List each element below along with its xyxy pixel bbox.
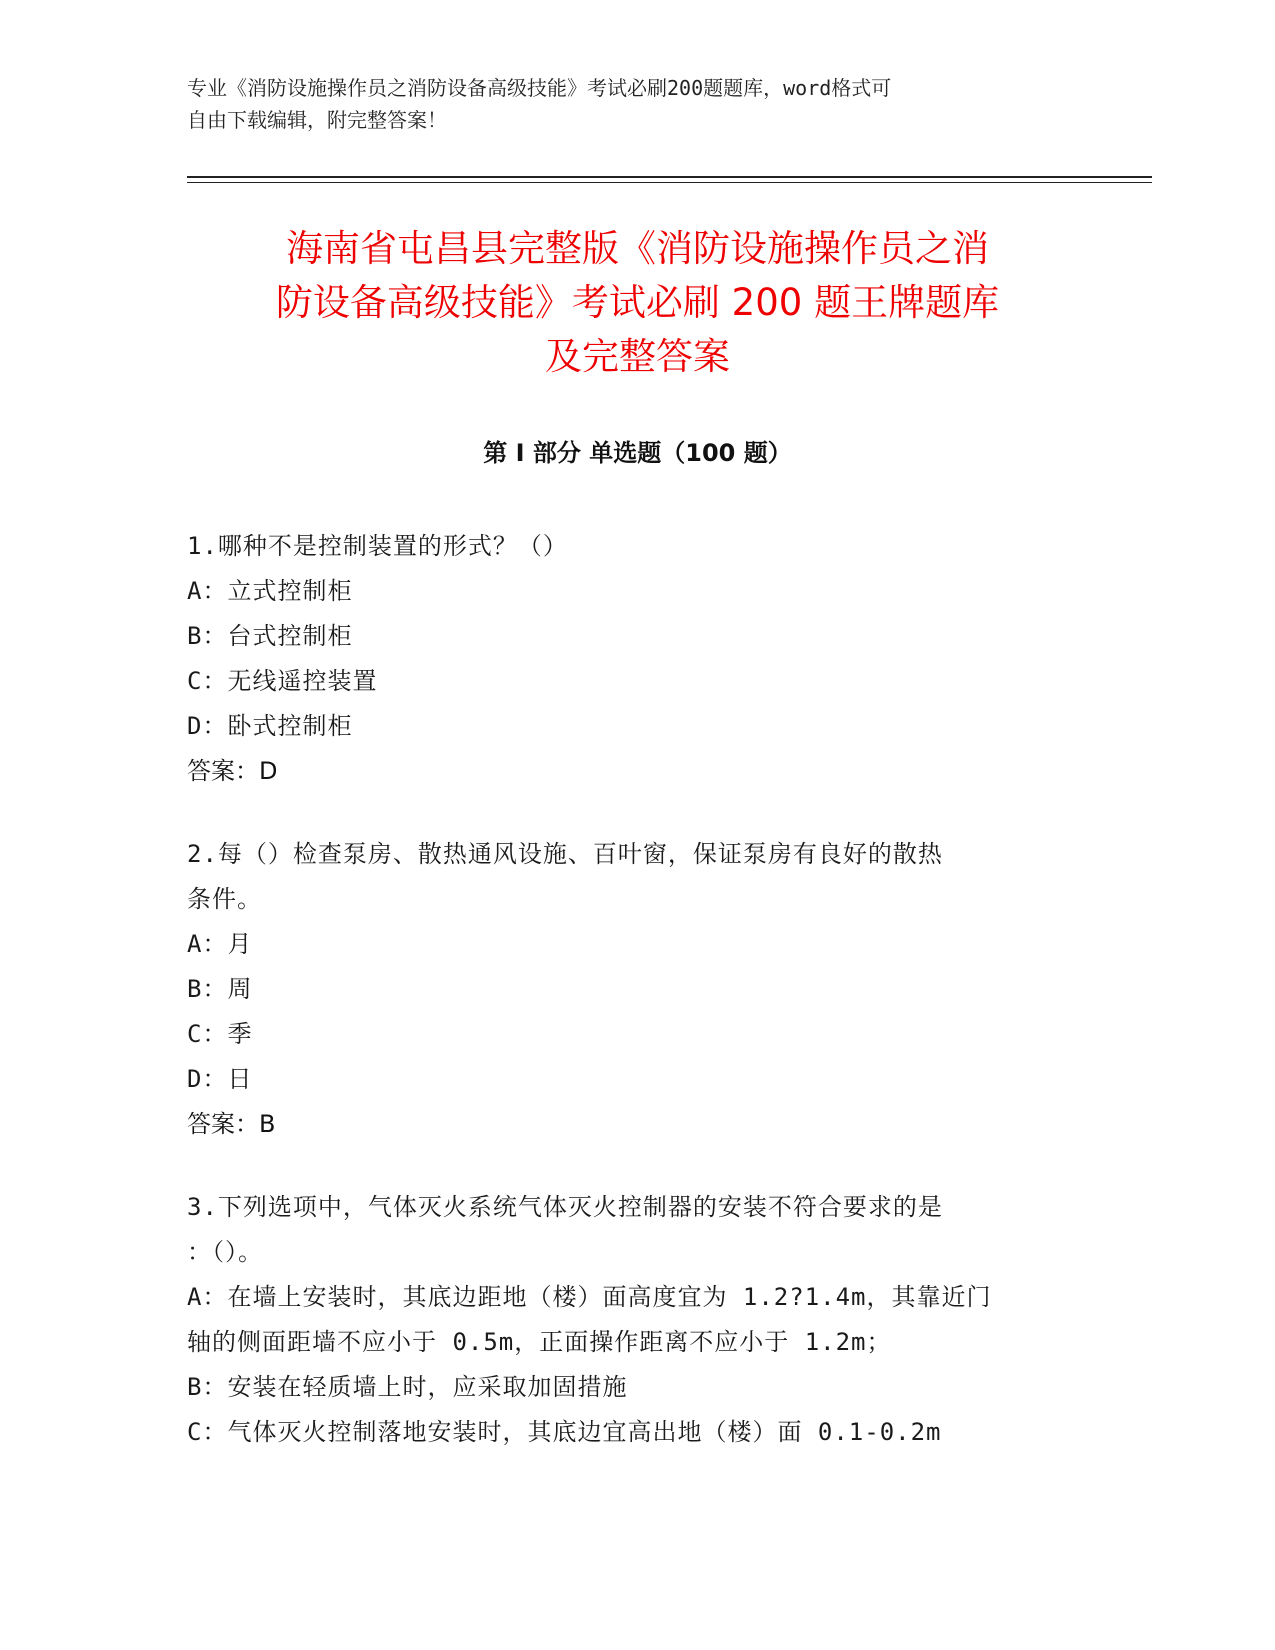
option-a: A：立式控制柜 — [187, 577, 353, 605]
title-line: 及完整答案 — [545, 335, 730, 378]
question-stem: 1.哪种不是控制装置的形式？（） — [187, 532, 568, 560]
option-c: C：无线遥控装置 — [187, 667, 378, 695]
header-divider-thick — [187, 176, 1152, 178]
document-title — [180, 222, 1095, 384]
question-stem-continued: ：（）。 — [187, 1238, 263, 1266]
option-b: B：周 — [187, 975, 253, 1003]
option-d: D：卧式控制柜 — [187, 712, 353, 740]
question-list — [187, 524, 1087, 1493]
option-a: A：在墙上安装时，其底边距地（楼）面高度宜为 1.2?1.4m，其靠近门 — [187, 1283, 992, 1311]
section-heading: 第 I 部分 单选题（100 题） — [483, 439, 792, 467]
intro-line: 自由下载编辑，附完整答案！ — [187, 108, 447, 132]
option-b: B：台式控制柜 — [187, 622, 353, 650]
intro-paragraph — [187, 72, 1087, 136]
option-a: A：月 — [187, 930, 253, 958]
intro-line: 专业《消防设施操作员之消防设备高级技能》考试必刷200题题库，word格式可 — [187, 76, 892, 100]
option-d: D：日 — [187, 1065, 253, 1093]
title-line: 防设备高级技能》考试必刷 200 题王牌题库 — [275, 281, 1000, 324]
option-b: B：安装在轻质墙上时，应采取加固措施 — [187, 1373, 628, 1401]
question-stem-continued: 条件。 — [187, 885, 262, 913]
question-2 — [187, 832, 1087, 1147]
question-stem: 3.下列选项中，气体灭火系统气体灭火控制器的安装不符合要求的是 — [187, 1193, 943, 1221]
question-3 — [187, 1185, 1087, 1455]
answer-label: 答案：D — [187, 757, 278, 785]
option-a-continued: 轴的侧面距墙不应小于 0.5m，正面操作距离不应小于 1.2m； — [187, 1328, 892, 1356]
option-c: C：气体灭火控制落地安装时，其底边宜高出地（楼）面 0.1-0.2m — [187, 1418, 942, 1446]
option-c: C：季 — [187, 1020, 253, 1048]
title-line: 海南省屯昌县完整版《消防设施操作员之消 — [286, 227, 989, 270]
question-stem: 2.每（）检查泵房、散热通风设施、百叶窗，保证泵房有良好的散热 — [187, 840, 943, 868]
header-divider-thin — [187, 182, 1152, 183]
question-1 — [187, 524, 1087, 794]
answer-label: 答案：B — [187, 1110, 276, 1138]
